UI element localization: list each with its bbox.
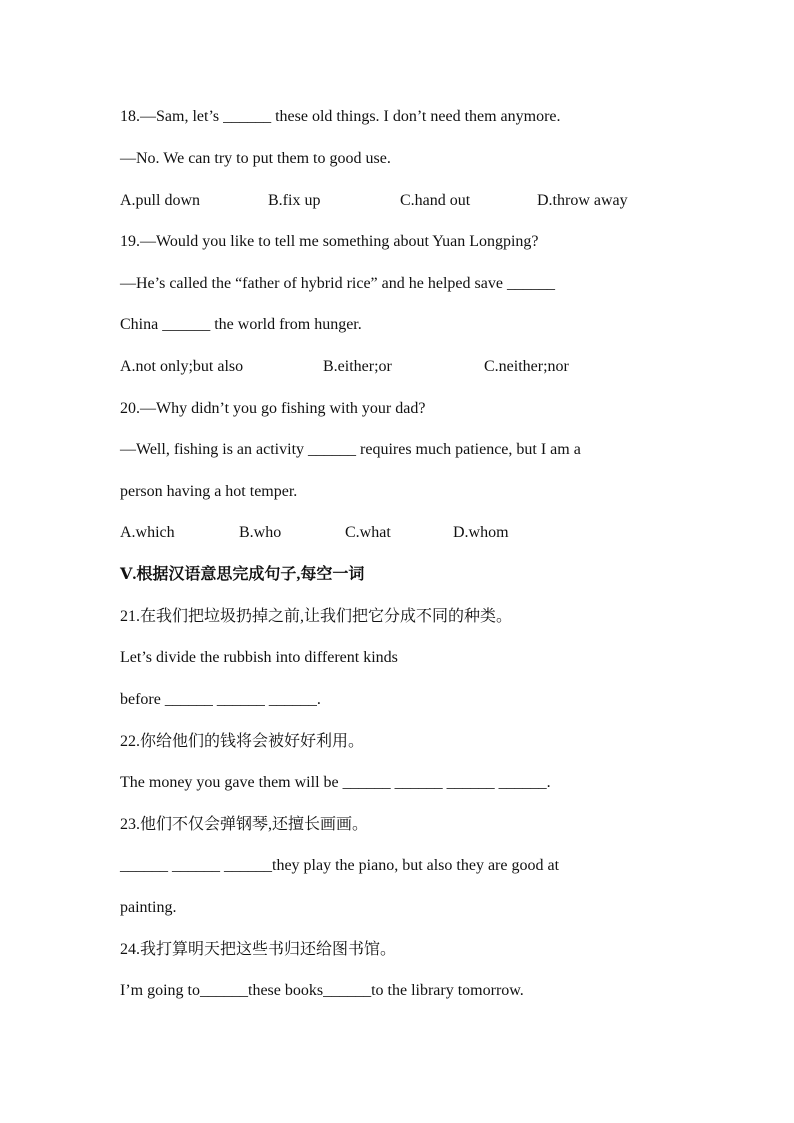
q20-reply-line-2: person having a hot temper.: [120, 483, 298, 500]
q20-option-c: C.what: [345, 524, 391, 541]
q20-option-d: D.whom: [453, 524, 509, 541]
q19-option-b: B.either;or: [323, 358, 392, 375]
q24-chinese: 24.我打算明天把这些书归还给图书馆。: [120, 941, 397, 958]
q18-option-c: C.hand out: [400, 192, 471, 209]
q23-english-line-1: ______ ______ ______they play the piano, but also they are good at: [120, 857, 560, 874]
q21-chinese: 21.在我们把垃圾扔掉之前,让我们把它分成不同的种类。: [120, 608, 513, 625]
q24-english: I’m going to______these books______to the library tomorrow.: [120, 982, 524, 999]
q20-option-a: A.which: [120, 524, 175, 541]
q22-chinese: 22.你给他们的钱将会被好好利用。: [120, 733, 365, 750]
q23-english-line-2: painting.: [120, 899, 177, 916]
section-heading: Ⅴ.根据汉语意思完成句子,每空一词: [120, 566, 365, 583]
q20-option-b: B.who: [239, 524, 282, 541]
q19-option-a: A.not only;but also: [120, 358, 244, 375]
q18-option-b: B.fix up: [268, 192, 321, 209]
q18-stem: 18.—Sam, let’s ______ these old things. I don’t need them anymore.: [120, 108, 561, 125]
q19-stem: 19.—Would you like to tell me something about Yuan Longping?: [120, 233, 539, 250]
q19-reply-line-2: China ______ the world from hunger.: [120, 316, 362, 333]
q20-reply-line-1: —Well, fishing is an activity ______ requires much patience, but I am a: [120, 441, 581, 458]
q19-option-c: C.neither;nor: [484, 358, 569, 375]
q20-stem: 20.—Why didn’t you go fishing with your dad?: [120, 400, 426, 417]
q21-english-line-1: Let’s divide the rubbish into different kinds: [120, 649, 398, 666]
q22-english: The money you gave them will be ______ ______ ______ ______.: [120, 774, 551, 791]
q18-option-d: D.throw away: [537, 192, 628, 209]
q19-reply-line-1: —He’s called the “father of hybrid rice” and he helped save ______: [120, 275, 555, 292]
q18-reply: —No. We can try to put them to good use.: [120, 150, 391, 167]
q18-option-a: A.pull down: [120, 192, 200, 209]
q21-english-line-2: before ______ ______ ______.: [120, 691, 321, 708]
q23-chinese: 23.他们不仅会弹钢琴,还擅长画画。: [120, 816, 369, 833]
